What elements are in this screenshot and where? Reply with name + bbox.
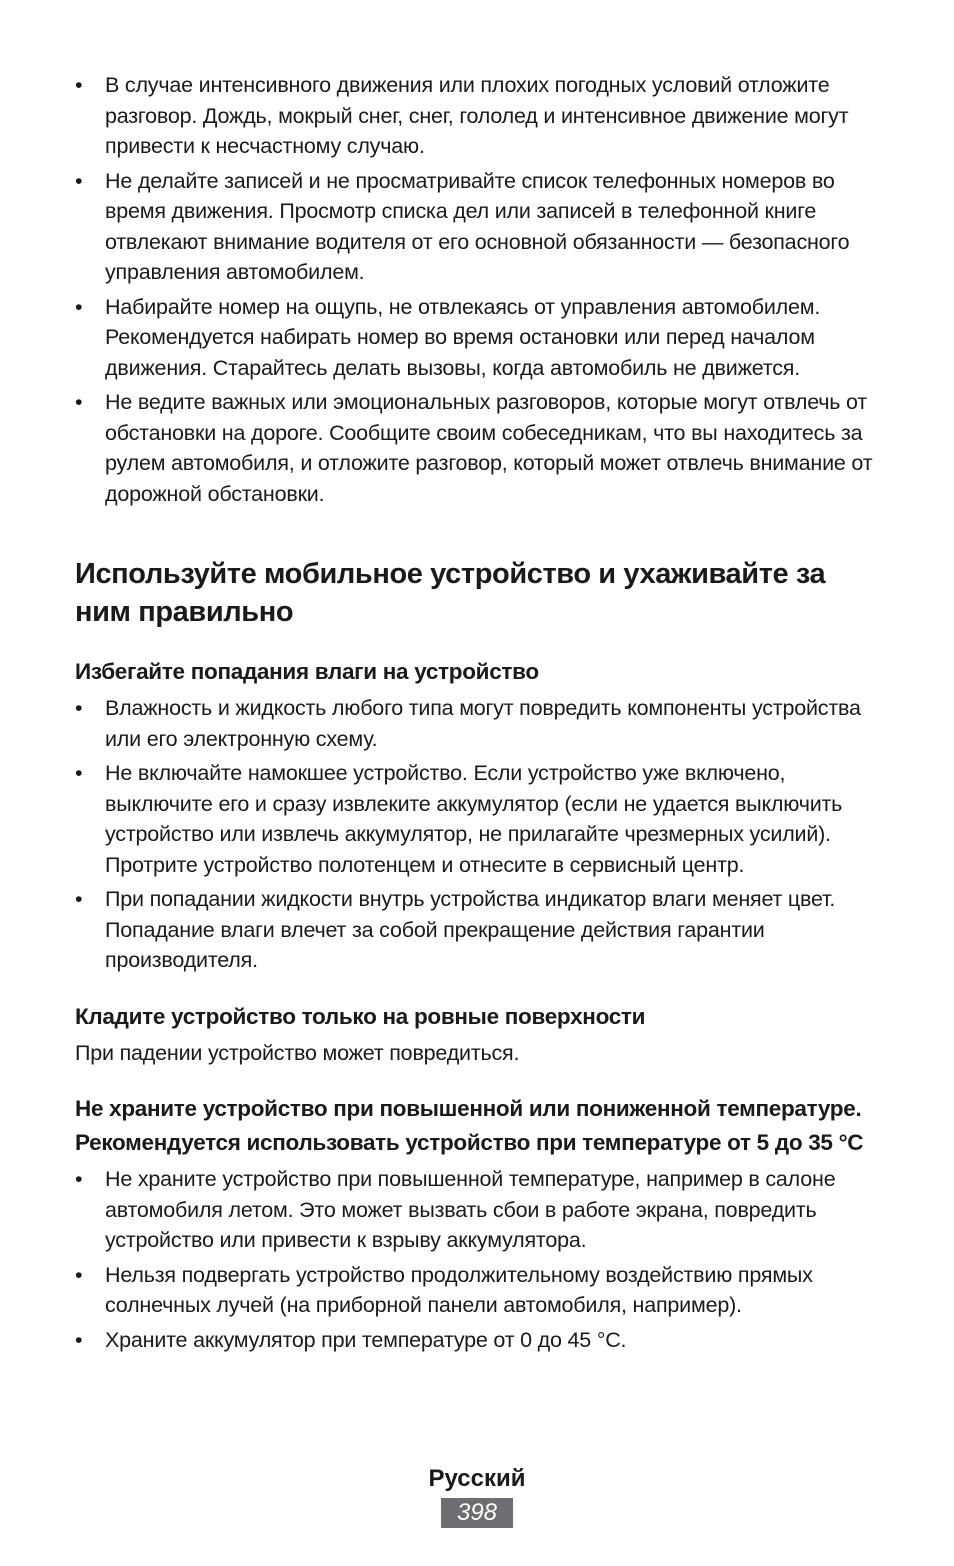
spacer <box>75 1072 885 1092</box>
list-item: • Не включайте намокшее устройство. Если устройство уже включено, выключите его и сразу извлеките аккумулятор (если не удается выключить устройство или извлечь аккумулятор, не прилагайте чрезмерных усилий). Протрите устройство полотенцем и отнесите в сервисный центр. <box>75 758 885 880</box>
list-item: • Не храните устройство при повышенной температуре, например в салоне автомобиля летом. Это может вызвать сбои в работе экрана, повредить устройство или привести к взрыву аккумулятора. <box>75 1164 885 1256</box>
list-item: • Храните аккумулятор при температуре от 0 до 45 °C. <box>75 1325 885 1356</box>
list-item: • Влажность и жидкость любого типа могут повредить компоненты устройства или его электронную схему. <box>75 693 885 754</box>
language-label: Русский <box>428 1465 526 1492</box>
flat-surface-text: При падении устройство может повредиться. <box>75 1040 520 1065</box>
page-footer <box>0 1462 954 1528</box>
list-item: • Не ведите важных или эмоциональных разговоров, которые могут отвлечь от обстановки на дороге. Сообщите своим собеседникам, что вы находитесь за рулем автомобиля, и отложите разговор, который может отвлечь внимание от дорожной обстановки. <box>75 387 885 509</box>
section-title: Используйте мобильное устройство и ухаживайте за ним правильно <box>75 558 826 628</box>
list-item: • Нельзя подвергать устройство продолжительному воздействию прямых солнечных лучей (на приборной панели автомобиля, например). <box>75 1260 885 1321</box>
flat-surface-heading: Кладите устройство только на ровные поверхности <box>75 1003 646 1029</box>
driving-safety-list <box>75 70 885 509</box>
list-item: • В случае интенсивного движения или плохих погодных условий отложите разговор. Дождь, мокрый снег, снег, гололед и интенсивное движение могут привести к несчастному случаю. <box>75 70 885 162</box>
spacer <box>75 980 885 1000</box>
temperature-heading: Не храните устройство при повышенной или пониженной температуре. Рекомендуется использовать устройство при температуре от 5 до 35 °C <box>75 1096 864 1155</box>
moisture-list <box>75 693 885 976</box>
list-item: • Не делайте записей и не просматривайте список телефонных номеров во время движения. Просмотр списка дел или записей в телефонной книге отвлекают внимание водителя от его основной обязанности — безопасного управления автомобилем. <box>75 166 885 288</box>
temperature-list <box>75 1164 885 1355</box>
moisture-heading: Избегайте попадания влаги на устройство <box>75 659 539 684</box>
page-number: 398 <box>441 1498 513 1528</box>
document-page <box>75 70 885 1359</box>
list-item: • Набирайте номер на ощупь, не отвлекаясь от управления автомобилем. Рекомендуется набирать номер во время остановки или перед началом движения. Старайтесь делать вызовы, когда автомобиль не движется. <box>75 292 885 384</box>
list-item: • При попадании жидкости внутрь устройства индикатор влаги меняет цвет. Попадание влаги влечет за собой прекращение действия гарантии производителя. <box>75 884 885 976</box>
